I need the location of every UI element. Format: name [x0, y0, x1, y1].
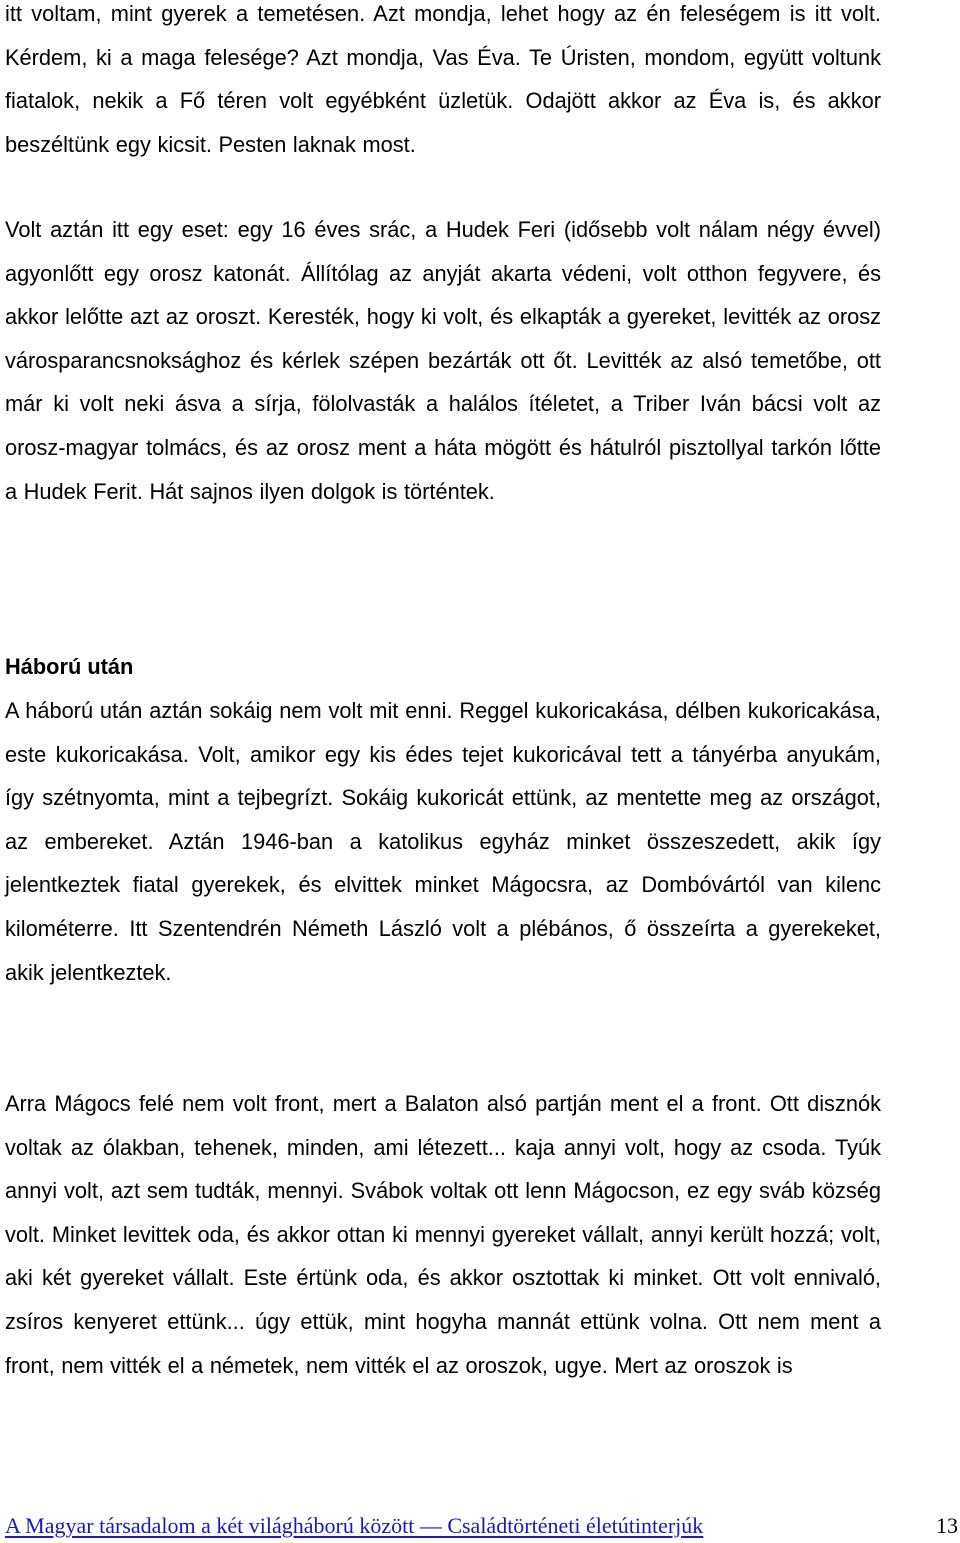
paragraph-after-war: A háború után aztán sokáig nem volt mit enni. Reggel kukoricakása, délben kukoricakása, este kukoricakása. Volt, amikor egy kis édes tejet kukoricával tett a tányérba anyukám, így szétnyomta, mint a tejbegrízt. Sokáig kukoricát ettünk, az mentette meg az országot, az embereket. Aztán 1946-ban a katolikus egyház minket összeszedett, akik így jelentkeztek fiatal gyerekek, és elvittek minket Mágocsra, az Dombóvártól van kilenc kilométerre. Itt Szentendrén Németh László volt a plébános, ő összeírta a gyerekeket, akik jelentkeztek.	[5, 698, 881, 985]
page-number: 13	[936, 1513, 958, 1538]
paragraph-magocs: Arra Mágocs felé nem volt front, mert a Balaton alsó partján ment el a front. Ott disznók voltak az ólakban, tehenek, minden, ami létezett... kaja annyi volt, hogy az csoda. Tyúk annyi volt, azt sem tudták, mennyi. Svábok voltak ott lenn Mágocson, ez egy sváb község volt. Minket levittek oda, és akkor ottan ki mennyi gyereket vállalt, annyi került hozzá; volt, aki két gyereket vállalt. Este értünk oda, és akkor osztottak ki minket. Ott volt ennivaló, zsíros kenyeret ettünk... úgy ettük, mint hogyha mannát ettünk volna. Ott nem ment a front, nem vitték el a németek, nem vitték el az oroszok, ugye. Mert az oroszok is	[5, 1091, 881, 1378]
paragraph-hudek-feri: Volt aztán itt egy eset: egy 16 éves srác, a Hudek Feri (idősebb volt nálam négy évvel) agyonlőtt egy orosz katonát. Állítólag az anyját akarta védeni, volt otthon fegyvere, és akkor lelőtte azt az oroszt. Keresték, hogy ki volt, és elkapták a gyereket, levitték az orosz városparancsnoksághoz és kérlek szépen bezárták ott őt. Levitték az alsó temetőbe, ott már ki volt neki ásva a sírja, fölolvasták a halálos ítéletet, a Triber Iván bácsi volt az orosz-magyar tolmács, és az orosz ment a háta mögött és hátulról pisztollyal tarkón lőtte a Hudek Ferit. Hát sajnos ilyen dolgok is történtek.	[5, 217, 881, 504]
footer-title-link[interactable]: A Magyar társadalom a két világháború között — Családtörténeti életútinterjúk	[5, 1513, 704, 1538]
page-footer	[5, 1512, 960, 1540]
section-heading: Háború után	[5, 654, 134, 679]
paragraph-opening: itt voltam, mint gyerek a temetésen. Azt mondja, lehet hogy az én feleségem is itt volt. Kérdem, ki a maga felesége? Azt mondja, Vas Éva. Te Úristen, mondom, együtt voltunk fiatalok, nekik a Fő téren volt egyébként üzletük. Odajött akkor az Éva is, és akkor beszéltünk egy kicsit. Pesten laknak most.	[5, 1, 881, 157]
